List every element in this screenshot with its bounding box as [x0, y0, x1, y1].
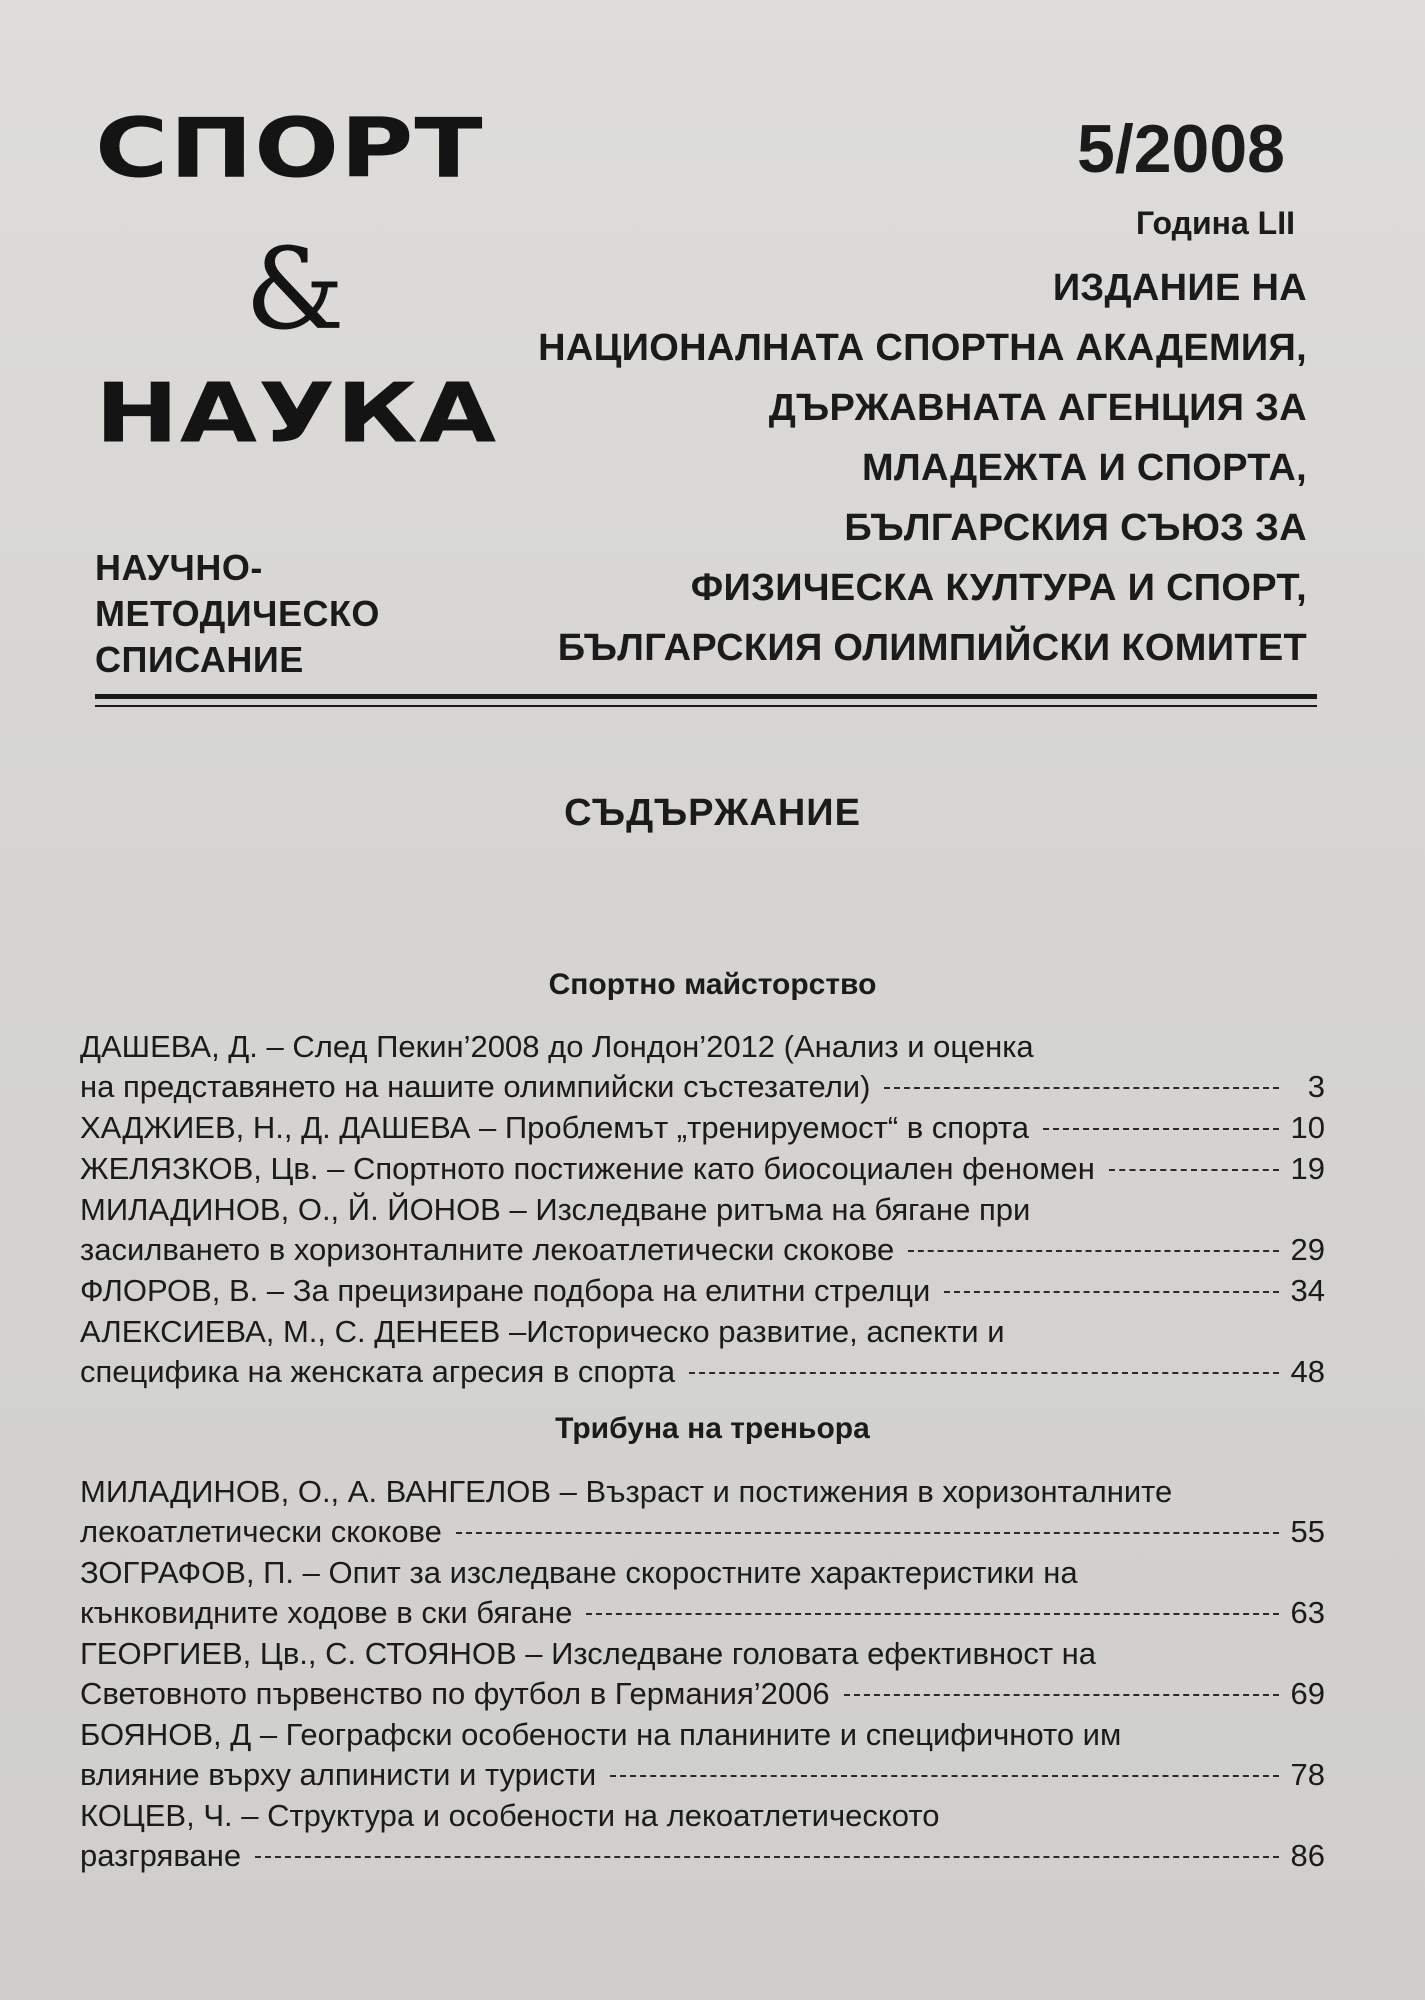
toc-entry[interactable]	[80, 1472, 1325, 1552]
entry-last-line: лекоатлетически скокове	[80, 1514, 442, 1549]
dot-leader	[1109, 1169, 1279, 1171]
entry-first-line: МИЛАДИНОВ, О., Й. ЙОНОВ – Изследване ритъма на бягане при	[80, 1192, 1031, 1227]
entry-last-line: Световното първенство по футбол в Германия’2006	[80, 1676, 830, 1711]
entry-first-line: АЛЕКСИЕВА, М., С. ДЕНЕЕВ –Историческо развитие, аспекти и	[80, 1314, 1005, 1349]
dot-leader	[586, 1613, 1279, 1615]
dot-leader	[689, 1372, 1279, 1374]
subtitle-line: МЕТОДИЧЕСКО	[95, 593, 380, 634]
header-divider-thin	[95, 705, 1317, 707]
entry-page-number: 10	[1290, 1110, 1325, 1145]
entry-page-number: 48	[1290, 1354, 1325, 1389]
publisher-block	[538, 258, 1307, 678]
toc-entry[interactable]	[80, 1312, 1325, 1392]
dot-leader	[944, 1291, 1279, 1293]
entry-page-number: 34	[1290, 1273, 1325, 1308]
journal-subtitle	[95, 545, 380, 683]
toc-entry[interactable]	[80, 1108, 1325, 1148]
entry-page-number: 55	[1290, 1514, 1325, 1549]
volume-year: Година LII	[1136, 205, 1295, 241]
entry-last-line: ФЛОРОВ, В. – За прецизиране подбора на елитни стрелци	[80, 1273, 931, 1308]
toc-entry[interactable]	[80, 1190, 1325, 1270]
dot-leader	[1043, 1128, 1279, 1130]
publisher-line: ДЪРЖАВНАТА АГЕНЦИЯ ЗА	[768, 387, 1307, 429]
logo-word-sport: СПОРТ	[95, 100, 484, 196]
entry-last-line: ЖЕЛЯЗКОВ, Цв. – Спортното постижение като биосоциален феномен	[80, 1151, 1095, 1186]
entry-page-number: 29	[1290, 1232, 1325, 1267]
toc-section-2-entries	[80, 1472, 1325, 1877]
logo-word-nauka: НАУКА	[95, 365, 498, 461]
entry-first-line: ЗОГРАФОВ, П. – Опит за изследване скоростните характеристики на	[80, 1555, 1078, 1590]
entry-last-line: разгряване	[80, 1838, 242, 1873]
toc-entry[interactable]	[80, 1796, 1325, 1876]
entry-last-line: ХАДЖИЕВ, Н., Д. ДАШЕВА – Проблемът „тренируемост“ в спорта	[80, 1110, 1029, 1145]
entry-last-line: влияние върху алпинисти и туристи	[80, 1757, 597, 1792]
entry-page-number: 3	[1307, 1069, 1325, 1104]
toc-entry[interactable]	[80, 1553, 1325, 1633]
entry-first-line: БОЯНОВ, Д – Географски особености на планините и специфичното им	[80, 1717, 1122, 1752]
entry-first-line: ГЕОРГИЕВ, Цв., С. СТОЯНОВ – Изследване головата ефективност на	[80, 1636, 1096, 1671]
publisher-line: ФИЗИЧЕСКА КУЛТУРА И СПОРТ,	[690, 567, 1307, 609]
publisher-line: БЪЛГАРСКИЯ ОЛИМПИЙСКИ КОМИТЕТ	[557, 627, 1307, 669]
toc-entry[interactable]	[80, 1634, 1325, 1714]
subtitle-line: СПИСАНИЕ	[95, 639, 304, 680]
entry-last-line: специфика на женската агресия в спорта	[80, 1354, 676, 1389]
logo-ampersand: &	[245, 225, 346, 355]
entry-page-number: 86	[1290, 1838, 1325, 1873]
dot-leader	[610, 1775, 1279, 1777]
dot-leader	[456, 1532, 1279, 1534]
entry-page-number: 19	[1290, 1151, 1325, 1186]
issue-number: 5/2008	[1077, 111, 1285, 187]
toc-entry[interactable]	[80, 1149, 1325, 1189]
toc-entry[interactable]	[80, 1027, 1325, 1107]
publisher-line: БЪЛГАРСКИЯ СЪЮЗ ЗА	[844, 507, 1307, 549]
dot-leader	[884, 1087, 1279, 1089]
entry-page-number: 63	[1290, 1595, 1325, 1630]
entry-first-line: МИЛАДИНОВ, О., А. ВАНГЕЛОВ – Възраст и постижения в хоризонталните	[80, 1474, 1173, 1509]
entry-last-line: кънковидните ходове в ски бягане	[80, 1595, 573, 1630]
subtitle-line: НАУЧНО-	[95, 547, 263, 588]
dot-leader	[908, 1250, 1279, 1252]
entry-page-number: 78	[1290, 1757, 1325, 1792]
entry-last-line: на представянето на нашите олимпийски състезатели)	[80, 1069, 871, 1104]
section-heading-sport-mastery: Спортно майсторство	[548, 968, 877, 1001]
toc-title: СЪДЪРЖАНИЕ	[564, 792, 861, 834]
toc-section-1-entries	[80, 1027, 1325, 1393]
entry-first-line: ДАШЕВА, Д. – След Пекин’2008 до Лондон’2012 (Анализ и оценка	[80, 1029, 1034, 1064]
entry-first-line: КОЦЕВ, Ч. – Структура и особености на лекоатлетическото	[80, 1798, 940, 1833]
header-divider-thick	[95, 694, 1317, 699]
section-heading-coach-tribune: Трибуна на треньора	[555, 1412, 870, 1445]
publisher-line: ИЗДАНИЕ НА	[1052, 267, 1307, 309]
entry-last-line: засилването в хоризонталните лекоатлетически скокове	[80, 1232, 895, 1267]
toc-entry[interactable]	[80, 1271, 1325, 1311]
toc-entry[interactable]	[80, 1715, 1325, 1795]
entry-page-number: 69	[1290, 1676, 1325, 1711]
publisher-line: МЛАДЕЖТА И СПОРТА,	[862, 447, 1307, 489]
dot-leader	[844, 1694, 1279, 1696]
dot-leader	[255, 1856, 1279, 1858]
publisher-line: НАЦИОНАЛНАТА СПОРТНА АКАДЕМИЯ,	[538, 327, 1307, 369]
